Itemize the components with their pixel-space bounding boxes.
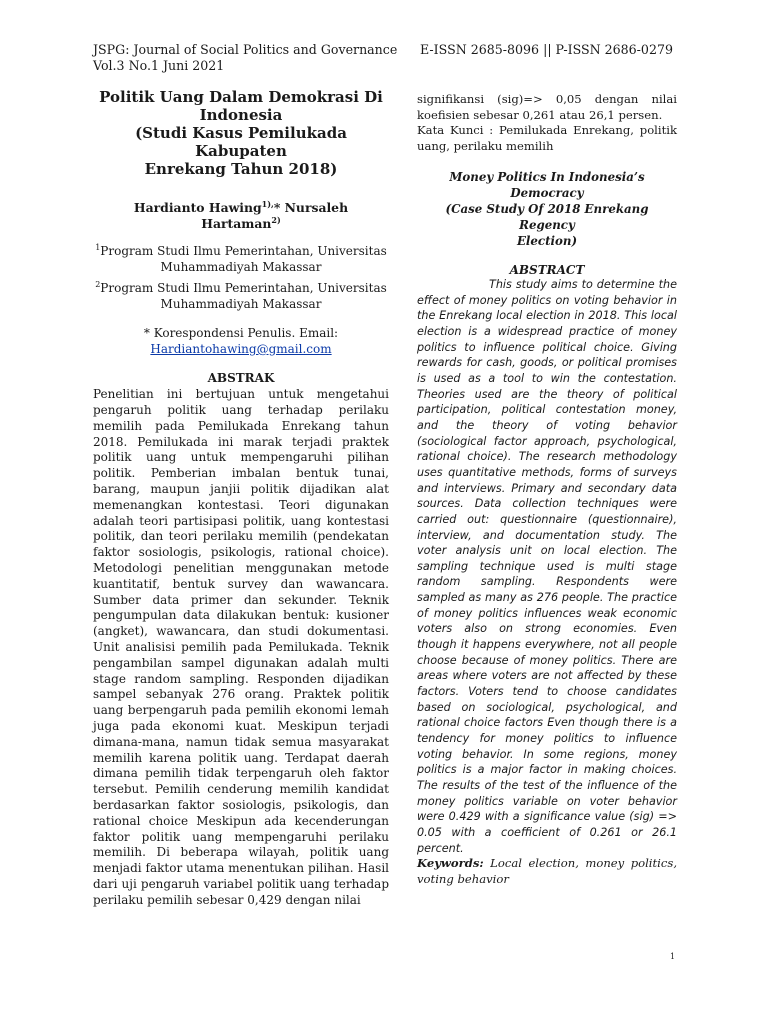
journal-name: JSPG: Journal of Social Politics and Governance — [93, 42, 398, 57]
correspondence: * Korespondensi Penulis. Email: Hardiantohawing@gmail.com — [143, 326, 339, 356]
keywords-text: Local election, money politics, voting behavior — [417, 856, 678, 886]
english-title: Money Politics In Indonesia’s Democracy (Case Study Of 2018 Enrekang Regency Election) — [445, 170, 649, 248]
left-column — [93, 88, 389, 909]
journal-header — [93, 42, 413, 74]
author-name: Hardianto Hawing — [133, 200, 262, 216]
kata-kunci-label: Kata Kunci : — [417, 123, 494, 137]
right-column — [417, 92, 677, 887]
author-list: Hardianto Hawing$^{1),}$* Nursaleh Hartaman$^{2)}$ — [133, 199, 349, 232]
author-name: * Nursaleh Hartaman — [201, 200, 349, 232]
keywords — [417, 856, 677, 887]
journal-volume: Vol.3 No.1 Juni 2021 — [93, 58, 225, 73]
abstrak-heading: ABSTRAK — [207, 371, 275, 386]
abstract-text: This study aims to determine the effect of money politics on voting behavior in the Enrekang local election in 2018. This local election is a widespread practice of money politics to influence political choice. Giving rewards for cash, goods, or political promises is used as a tool to win the contestation. Theories used are the theory of political participation, political contestation money, and the theory of voting behavior (sociological factor approach, psychological, rational choice). The research methodology uses quantitative methods, forms of surveys and interviews. Primary and secondary data sources. Data collection techniques were carried out: questionnaire (questionnaire), interview, and documentation study. The voter analysis unit on local election. The sampling technique used is multi stage random sampling. Respondents were sampled as many as 276 people. The practice of money politics influences weak economic voters also on strong economies. Even though it happens everywhere, not all people choose because of money politics. There are areas where voters are not affected by these factors. Voters tend to choose candidates based on sociological, psychological, and rational choice factors Even though there is a tendency for money politics to influence voting behavior. In some regions, money politics is a major factor in making choices. The results of the test of the influence of the money politics variable on voter behavior were 0.429 with a significance value (sig) => 0.05 with a coefficient of 0.261 or 26.1 percent. — [417, 278, 677, 855]
email-link[interactable]: Hardiantohawing@gmail.com — [150, 341, 332, 356]
affiliation-1: $^1$Program Studi Ilmu Pemerintahan, Universitas Muhammadiyah Makassar — [95, 243, 387, 274]
abstrak-continuation: signifikansi (sig)=> 0,05 dengan nilai koefisien sebesar 0,261 atau 26,1 persen. — [417, 92, 677, 122]
affiliation-2: $^2$Program Studi Ilmu Pemerintahan, Universitas Muhammadiyah Makassar — [95, 280, 387, 311]
page-number: 1 — [670, 952, 676, 961]
paper-title: Politik Uang Dalam Demokrasi Di Indonesia (Studi Kasus Pemilukada Kabupaten Enrekang Tahun 2018) — [99, 88, 383, 178]
keywords-label: Keywords: — [417, 856, 484, 871]
kata-kunci-text: Pemilukada Enrekang, politik uang, perilaku memilih — [417, 123, 677, 153]
abstract-heading: ABSTRACT — [509, 263, 585, 277]
issn-header: E-ISSN 2685-8096 || P-ISSN 2686-0279 — [420, 42, 673, 57]
kata-kunci — [417, 123, 677, 154]
abstrak-text: Penelitian ini bertujuan untuk mengetahui pengaruh politik uang terhadap perilaku memilih pada Pemilukada Enrekang tahun 2018. Pemilukada ini marak terjadi praktek politik uang untuk mempengaruhi pilihan politik. Pemberian imbalan bentuk tunai, barang, maupun janjii politik dijadikan alat memenangkan kontestasi. Teori digunakan adalah teori partisipasi politik, uang kontestasi politik, dan teori perilaku memilih (pendekatan faktor sosiologis, psikologis, rational choice). Metodologi penelitian menggunakan metode kuantitatif, bentuk survey dan wawancara. Sumber data primer dan sekunder. Teknik pengumpulan data dilakukan bentuk: kusioner (angket), wawancara, dan studi dokumentasi. Unit analisisi pemilih pada Pemilukada. Teknik pengambilan sampel digunakan adalah multi stage random sampling. Responden dijadikan sampel sebanyak 276 orang. Praktek politik uang berpengaruh pada pemilih ekonomi lemah juga pada ekonomi kuat. Meskipun terjadi dimana-mana, namun tidak semua masyarakat memilih karena politik uang. Terdapat daerah dimana pemilih tidak terpengaruh oleh faktor tersebut. Pemilih cenderung memilih kandidat berdasarkan faktor sosiologis, psikologis, dan rational choice Meskipun ada kecenderungan faktor politik uang mempengaruhi perilaku memilih. Di beberapa wilayah, politik uang menjadi faktor utama menentukan pilihan. Hasil dari uji pengaruh variabel politik uang terhadap perilaku pemilih sebesar 0,429 dengan nilai — [93, 387, 389, 907]
